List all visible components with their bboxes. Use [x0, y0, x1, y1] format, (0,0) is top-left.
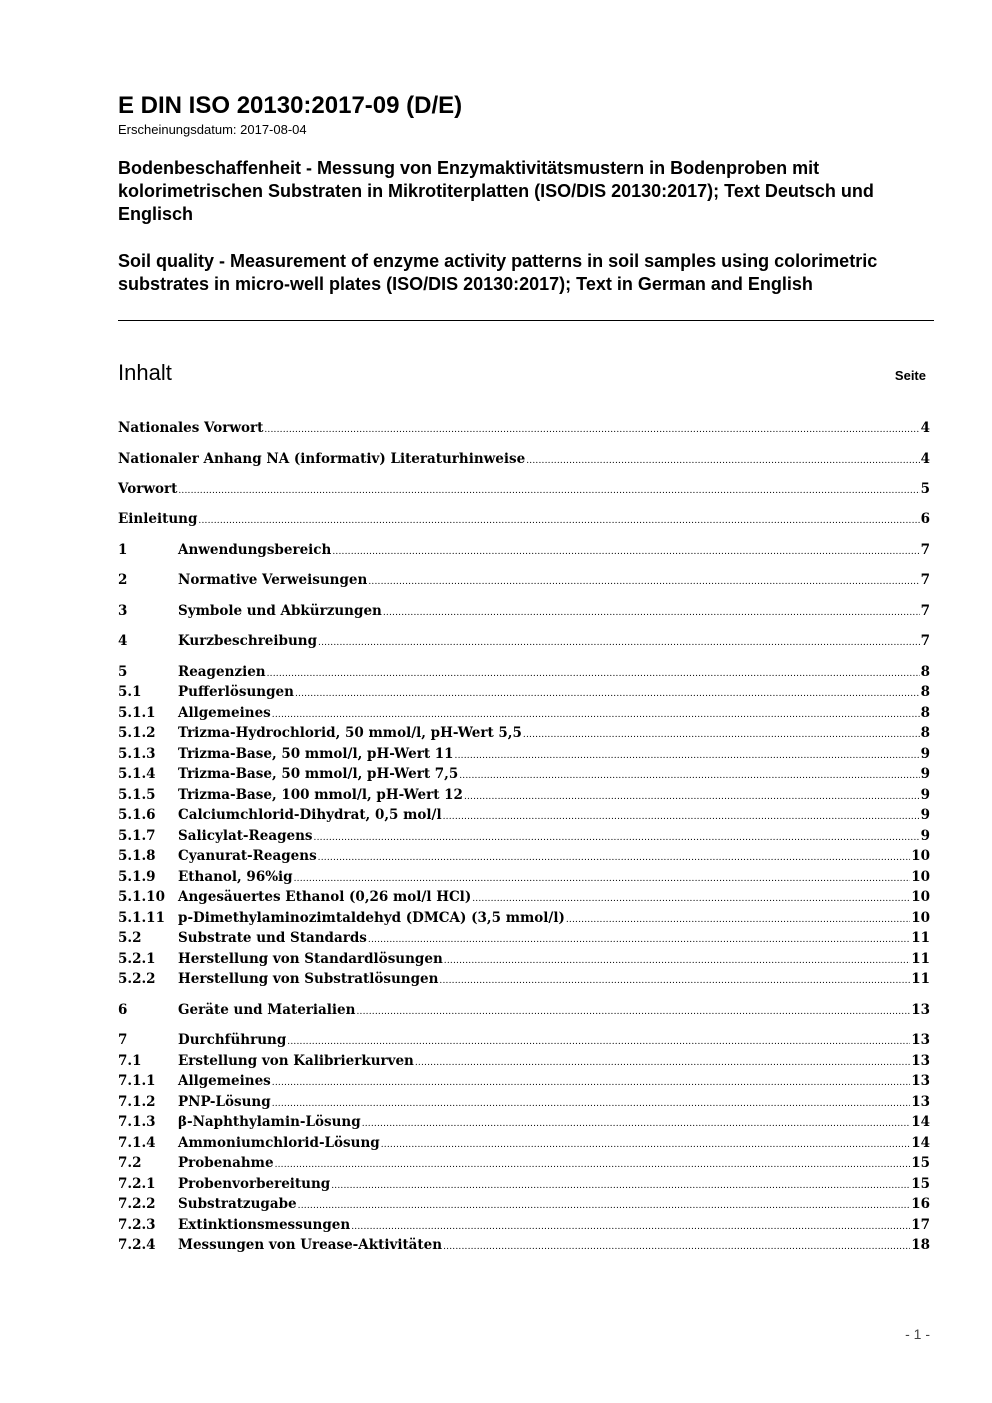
toc-entry[interactable] [118, 682, 930, 702]
toc-leader-dots [272, 703, 920, 725]
toc-entry-title: Messungen von Urease-Aktivitäten [178, 1237, 443, 1253]
toc-entry-page: 10 [911, 848, 930, 864]
toc-entry-number: 7.1.1 [118, 1073, 156, 1089]
toc-entry-title: Normative Verweisungen [178, 572, 368, 588]
toc-entry[interactable] [118, 785, 930, 805]
toc-entry[interactable] [118, 570, 930, 590]
toc-entry-page: 18 [911, 1237, 930, 1253]
toc-entry-title: Erstellung von Kalibrierkurven [178, 1053, 414, 1069]
toc-entry-page: 10 [911, 910, 930, 926]
toc-entry-number: 5.1 [118, 684, 142, 700]
document-header [118, 92, 934, 297]
toc-entry-page: 13 [911, 1053, 930, 1069]
toc-entry[interactable] [118, 662, 930, 682]
toc-leader-dots [455, 744, 920, 766]
toc-leader-dots [264, 418, 919, 440]
toc-entry-title: Nationaler Anhang NA (informativ) Literaturhinweise [118, 451, 526, 467]
toc-entry-number: 5.2 [118, 930, 142, 946]
toc-leader-dots [523, 723, 920, 745]
toc-leader-dots [298, 1194, 911, 1216]
title-german: Bodenbeschaffenheit - Messung von Enzymaktivitätsmustern in Bodenproben mit kolorimetrischen Substraten in Mikrotiterplatten (ISO/DIS 20130:2017); Text Deutsch und Englisch [118, 158, 874, 224]
toc-entry-page: 13 [911, 1094, 930, 1110]
toc-entry-number: 7.1.4 [118, 1135, 156, 1151]
toc-entry-page: 9 [920, 807, 930, 823]
toc-entry-title: Substratzugabe [178, 1196, 297, 1212]
toc-leader-dots [472, 887, 910, 909]
toc-entry-number: 1 [118, 542, 128, 558]
toc-entry-page: 9 [920, 787, 930, 803]
toc-leader-dots [443, 1235, 910, 1257]
toc-entry[interactable] [118, 1133, 930, 1153]
toc-entry[interactable] [118, 540, 930, 560]
toc-entry-title: Salicylat-Reagens [178, 828, 313, 844]
page-number: - 1 - [905, 1326, 930, 1342]
toc-leader-dots [381, 1133, 910, 1155]
title-english: Soil quality - Measurement of enzyme activity patterns in soil samples using colorimetric substrates in micro-well plates (ISO/DIS 20130:2017); Text in German and English [118, 251, 878, 294]
toc-entry-page: 10 [911, 889, 930, 905]
toc-entry-title: Herstellung von Standardlösungen [178, 951, 443, 967]
toc-entry[interactable] [118, 908, 930, 928]
toc-entry-number: 7 [118, 1032, 128, 1048]
toc-entry-title: Herstellung von Substratlösungen [178, 971, 439, 987]
toc-entry-title: Einleitung [118, 511, 198, 527]
toc-entry-page: 8 [920, 725, 930, 741]
toc-entry-title: Calciumchlorid-Dihydrat, 0,5 mol/l [178, 807, 442, 823]
toc-entry[interactable] [118, 805, 930, 825]
toc-entry-title: β-Naphthylamin-Lösung [178, 1114, 361, 1130]
toc-header [118, 360, 926, 386]
toc-entry-number: 6 [118, 1002, 128, 1018]
toc-leader-dots [362, 1112, 911, 1134]
toc-entry[interactable] [118, 1215, 930, 1235]
toc-entry-number: 5.2.1 [118, 951, 156, 967]
toc-entry-page: 14 [911, 1114, 930, 1130]
toc-entry-title: Anwendungsbereich [178, 542, 332, 558]
toc-leader-dots [415, 1051, 910, 1073]
toc-leader-dots [351, 1215, 910, 1237]
toc-entry-title: Pufferlösungen [178, 684, 294, 700]
toc-entry-page: 8 [920, 705, 930, 721]
toc-entry[interactable] [118, 1030, 930, 1050]
toc-entry-title: Substrate und Standards [178, 930, 367, 946]
publication-date: Erscheinungsdatum: 2017-08-04 [118, 122, 307, 137]
toc-entry-number: 5.1.3 [118, 746, 156, 762]
toc-entry-title: PNP-Lösung [178, 1094, 271, 1110]
toc-entry[interactable] [118, 826, 930, 846]
toc-entry[interactable] [118, 723, 930, 743]
toc-entry-page: 7 [920, 572, 930, 588]
toc-entry[interactable] [118, 479, 930, 499]
toc-entry-number: 7.2.4 [118, 1237, 156, 1253]
toc-entry-page: 11 [911, 951, 930, 967]
toc-entry-title: Trizma-Base, 100 mmol/l, pH-Wert 12 [178, 787, 463, 803]
toc-leader-dots [178, 479, 919, 501]
toc-entry-number: 5.1.6 [118, 807, 156, 823]
toc-entry-number: 7.2.2 [118, 1196, 156, 1212]
toc-entry-number: 3 [118, 603, 128, 619]
toc-leader-dots [272, 1092, 911, 1114]
toc-leader-dots [368, 570, 919, 592]
toc-entry[interactable] [118, 928, 930, 948]
toc-entry[interactable] [118, 631, 930, 651]
toc-leader-dots [368, 928, 910, 950]
toc-leader-dots [314, 826, 920, 848]
toc-entry[interactable] [118, 703, 930, 723]
toc-leader-dots [275, 1153, 911, 1175]
toc-leader-dots [295, 682, 920, 704]
toc-entry-title: Probenvorbereitung [178, 1176, 331, 1192]
toc-entry-number: 5 [118, 664, 128, 680]
toc-leader-dots [443, 805, 920, 827]
toc-entry-page: 15 [911, 1155, 930, 1171]
toc-entry[interactable] [118, 1112, 930, 1132]
toc-entry-number: 5.1.8 [118, 848, 156, 864]
toc-entry-number: 5.1.4 [118, 766, 156, 782]
toc-leader-dots [287, 1030, 910, 1052]
toc-entry-title: Angesäuertes Ethanol (0,26 mol/l HCl) [178, 889, 472, 905]
toc-leader-dots [318, 846, 911, 868]
header-divider [118, 320, 934, 321]
toc-entry-page: 7 [920, 633, 930, 649]
toc-entry-title: Trizma-Base, 50 mmol/l, pH-Wert 11 [178, 746, 454, 762]
toc-entry-page: 9 [920, 746, 930, 762]
toc-entry-page: 16 [911, 1196, 930, 1212]
toc-entry[interactable] [118, 846, 930, 866]
toc-leader-dots [318, 631, 920, 653]
toc-entry-page: 14 [911, 1135, 930, 1151]
toc-entry-title: Extinktionsmessungen [178, 1217, 351, 1233]
toc-entry-title: Allgemeines [178, 705, 271, 721]
toc-entry[interactable] [118, 509, 930, 529]
toc-entry-page: 7 [920, 542, 930, 558]
toc-entry-page: 4 [920, 451, 930, 467]
toc-entry-title: Kurzbeschreibung [178, 633, 318, 649]
toc-entry-title: Trizma-Hydrochlorid, 50 mmol/l, pH-Wert 5,5 [178, 725, 522, 741]
toc-entry-number: 5.1.1 [118, 705, 156, 721]
toc-entry[interactable] [118, 1000, 930, 1020]
toc-entry[interactable] [118, 949, 930, 969]
toc-entry[interactable] [118, 1071, 930, 1091]
toc-entry-page: 9 [920, 766, 930, 782]
toc-entry-title: Ammoniumchlorid-Lösung [178, 1135, 380, 1151]
toc-entry-number: 7.2 [118, 1155, 142, 1171]
toc-entry-page: 13 [911, 1073, 930, 1089]
toc-entry-number: 5.1.9 [118, 869, 156, 885]
toc-entry-page: 15 [911, 1176, 930, 1192]
toc-entry-number: 5.1.7 [118, 828, 156, 844]
toc-entry-page: 5 [920, 481, 930, 497]
toc-entry-page: 11 [911, 930, 930, 946]
toc-title: Inhalt [118, 360, 172, 385]
toc-entry-page: 11 [911, 971, 930, 987]
toc-entry-page: 13 [911, 1032, 930, 1048]
toc-entry-number: 7.1 [118, 1053, 142, 1069]
toc-entry-title: Allgemeines [178, 1073, 271, 1089]
toc-entry[interactable] [118, 764, 930, 784]
toc-entry[interactable] [118, 969, 930, 989]
toc-leader-dots [459, 764, 919, 786]
toc-entry-title: Symbole und Abkürzungen [178, 603, 382, 619]
toc-entry-title: Durchführung [178, 1032, 287, 1048]
toc-entry-number: 5.1.5 [118, 787, 156, 803]
toc-entry-page: 10 [911, 869, 930, 885]
toc-entry-number: 5.1.11 [118, 910, 165, 926]
toc-leader-dots [272, 1071, 910, 1093]
toc-entry-title: Geräte und Materialien [178, 1002, 356, 1018]
toc-entry-title: Trizma-Base, 50 mmol/l, pH-Wert 7,5 [178, 766, 459, 782]
toc-entry-page: 13 [911, 1002, 930, 1018]
toc-entry-title: Ethanol, 96%ig [178, 869, 293, 885]
toc-entry[interactable] [118, 449, 930, 469]
toc-entry[interactable] [118, 418, 930, 438]
toc-leader-dots [566, 908, 910, 930]
toc-entry-number: 5.1.10 [118, 889, 165, 905]
toc-leader-dots [198, 509, 919, 531]
toc-leader-dots [383, 601, 920, 623]
toc-entry-page: 7 [920, 603, 930, 619]
toc-entry-number: 4 [118, 633, 128, 649]
toc-entry-title: p-Dimethylaminozimtaldehyd (DMCA) (3,5 mmol/l) [178, 910, 565, 926]
toc-entry-number: 7.2.1 [118, 1176, 156, 1192]
toc-leader-dots [267, 662, 920, 684]
toc-entry-title: Nationales Vorwort [118, 420, 264, 436]
toc-entry-number: 7.1.3 [118, 1114, 156, 1130]
toc-entry[interactable] [118, 887, 930, 907]
toc-entry-number: 5.2.2 [118, 971, 156, 987]
toc-entry[interactable] [118, 867, 930, 887]
toc-entry-title: Reagenzien [178, 664, 266, 680]
toc-entry[interactable] [118, 1153, 930, 1173]
toc-page-label: Seite [894, 368, 926, 383]
toc-leader-dots [439, 969, 910, 991]
toc-entry-page: 8 [920, 664, 930, 680]
toc-entry[interactable] [118, 601, 930, 621]
toc-entry-page: 17 [911, 1217, 930, 1233]
toc-leader-dots [331, 1174, 910, 1196]
toc-entry-title: Cyanurat-Reagens [178, 848, 317, 864]
toc-entry-title: Vorwort [118, 481, 178, 497]
toc-leader-dots [526, 449, 919, 471]
toc-entry-title: Probenahme [178, 1155, 274, 1171]
toc-entry[interactable] [118, 1051, 930, 1071]
toc-leader-dots [444, 949, 910, 971]
toc-entry[interactable] [118, 1235, 930, 1255]
toc-entry-page: 8 [920, 684, 930, 700]
toc-entry-number: 7.1.2 [118, 1094, 156, 1110]
toc-entry[interactable] [118, 744, 930, 764]
toc-leader-dots [464, 785, 920, 807]
toc-entry[interactable] [118, 1092, 930, 1112]
toc-leader-dots [332, 540, 919, 562]
toc-leader-dots [356, 1000, 910, 1022]
toc-entry-number: 7.2.3 [118, 1217, 156, 1233]
toc-leader-dots [294, 867, 911, 889]
toc-entry[interactable] [118, 1194, 930, 1214]
toc-entry-number: 2 [118, 572, 128, 588]
toc-entry-page: 4 [920, 420, 930, 436]
document-id: E DIN ISO 20130:2017-09 (D/E) [118, 92, 463, 119]
toc-entry-number: 5.1.2 [118, 725, 156, 741]
toc-entry-page: 6 [920, 511, 930, 527]
toc-entry[interactable] [118, 1174, 930, 1194]
toc-entry-page: 9 [920, 828, 930, 844]
